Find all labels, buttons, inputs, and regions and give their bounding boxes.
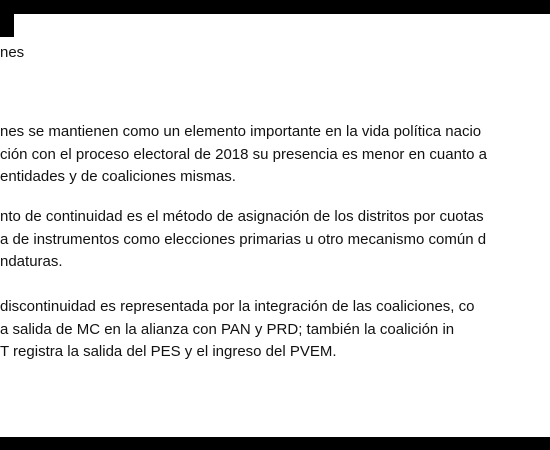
paragraph-3 [0,296,474,364]
paragraph-line: ndaturas. [0,253,63,271]
paragraph-line: nes se mantienen como un elemento importante en la vida política nacio [0,123,482,140]
section-heading: nes [0,44,25,61]
document-page [0,14,550,437]
paragraph-2 [0,206,486,274]
paragraph-1 [0,121,487,189]
paragraph-line: entidades y de coaliciones mismas. [0,168,236,186]
paragraph-line: discontinuidad es representada por la integración de las coaliciones, co [0,298,475,315]
paragraph-line: a salida de MC en la alianza con PAN y PRD; también la coalición in [0,320,455,338]
paragraph-line: ción con el proceso electoral de 2018 su presencia es menor en cuanto a [0,145,487,163]
paragraph-line: a de instrumentos como elecciones primarias u otro mecanismo común d [0,230,487,248]
paragraph-line: T registra la salida del PES y el ingreso del PVEM. [0,343,337,361]
paragraph-line: nto de continuidad es el método de asignación de los distritos por cuotas [0,208,484,225]
text-cursor-block [0,14,14,37]
